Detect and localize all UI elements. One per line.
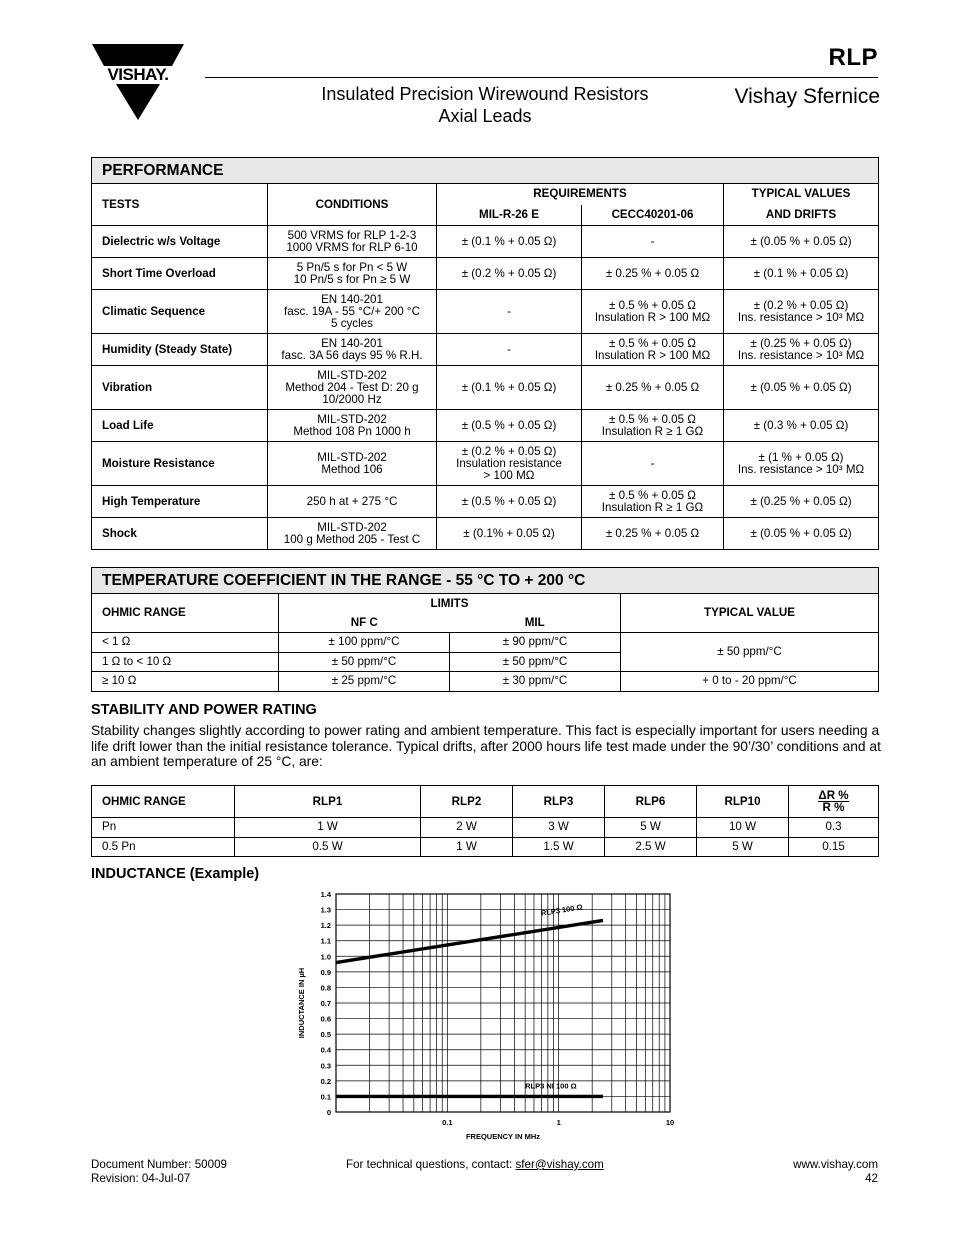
cell-line: ± (1 % + 0.05 Ω) — [758, 450, 844, 464]
cell-line: ± (0.2 % + 0.05 Ω) — [753, 298, 849, 312]
pw-cell: 0.3 — [789, 818, 879, 838]
performance-rows — [92, 226, 879, 550]
table-row — [92, 290, 879, 334]
perf-cond-cell — [268, 290, 437, 334]
perf-cond-cell — [268, 442, 437, 486]
perf-mil-cell — [437, 258, 582, 290]
y-tick-label: 0.4 — [320, 1045, 331, 1055]
cell-line: fasc. 3A 56 days 95 % R.H. — [281, 348, 423, 362]
cell-line: ± (0.5 % + 0.05 Ω) — [461, 494, 557, 508]
col-cecc: CECC40201-06 — [582, 205, 724, 226]
test-name: Short Time Overload — [92, 258, 268, 290]
cell-line: MIL-STD-202 — [317, 412, 387, 426]
website-link[interactable]: www.vishay.com — [793, 1158, 878, 1171]
col-requirements: REQUIREMENTS — [437, 184, 724, 205]
power-section — [91, 785, 878, 857]
cell-line: Insulation resistance — [456, 456, 562, 470]
col-tests: TESTS — [92, 184, 268, 226]
cell-line: ± (0.05 % + 0.05 Ω) — [750, 234, 852, 248]
cell-line: EN 140-201 — [321, 292, 383, 306]
cell-line: ± (0.1 % + 0.05 Ω) — [461, 234, 557, 248]
perf-typ-cell — [724, 442, 879, 486]
perf-mil-cell — [437, 334, 582, 366]
perf-cond-cell — [268, 226, 437, 258]
pw-col-rlp3: RLP3 — [513, 786, 605, 818]
performance-section — [91, 157, 878, 550]
col-conditions: CONDITIONS — [268, 184, 437, 226]
test-name: Shock — [92, 518, 268, 550]
pw-col-drift — [789, 786, 879, 818]
test-name: Dielectric w/s Voltage — [92, 226, 268, 258]
document-number: Document Number: 50009 — [91, 1158, 227, 1171]
y-tick-label: 1.3 — [320, 905, 331, 915]
table-row — [92, 837, 879, 857]
y-tick-label: 0.5 — [320, 1030, 331, 1040]
cell-line: Method 108 Pn 1000 h — [293, 424, 411, 438]
col-typical-1: TYPICAL VALUES — [724, 184, 879, 205]
perf-cecc-cell — [582, 410, 724, 442]
tc-col-typical: TYPICAL VALUE — [621, 594, 879, 633]
perf-typ-cell — [724, 226, 879, 258]
cell-line: ± (0.25 % + 0.05 Ω) — [750, 494, 852, 508]
perf-cond-cell — [268, 486, 437, 518]
tempco-table — [91, 567, 879, 692]
y-tick-label: 0.3 — [320, 1061, 331, 1071]
perf-cecc-cell — [582, 486, 724, 518]
table-row — [92, 226, 879, 258]
cell-line: 500 VRMS for RLP 1-2-3 — [287, 228, 417, 242]
pw-cell: 1 W — [421, 837, 513, 857]
brand-name: Vishay Sfernice — [734, 85, 880, 108]
pw-cell: 0.15 — [789, 837, 879, 857]
pw-cell: Pn — [92, 818, 235, 838]
title-line-1: Insulated Precision Wirewound Resistors — [321, 84, 649, 104]
cell-line: - — [650, 234, 655, 248]
tc-nfc: ± 25 ppm/°C — [279, 672, 450, 692]
y-tick-label: 0 — [326, 1108, 331, 1117]
pw-cell: 2.5 W — [605, 837, 697, 857]
tc-col-mil: MIL — [450, 613, 621, 633]
header-rule — [205, 77, 878, 78]
y-tick-label: 1.4 — [320, 890, 331, 899]
table-row — [92, 410, 879, 442]
y-axis-label: INDUCTANCE IN µH — [297, 967, 306, 1039]
perf-typ-cell — [724, 334, 879, 366]
tc-nfc: ± 50 ppm/°C — [279, 652, 450, 672]
pw-cell: 0.5 W — [235, 837, 421, 857]
cell-line: 5 Pn/5 s for Pn < 5 W — [296, 260, 408, 274]
page-title — [280, 83, 690, 127]
perf-cecc-cell — [582, 334, 724, 366]
cell-line: MIL-STD-202 — [317, 368, 387, 382]
cell-line: ± (0.05 % + 0.05 Ω) — [750, 526, 852, 540]
cell-line: ± (0.3 % + 0.05 Ω) — [753, 418, 849, 432]
perf-typ-cell — [724, 290, 879, 334]
cell-line: 100 g Method 205 - Test C — [283, 532, 421, 546]
tc-range: 1 Ω to < 10 Ω — [92, 652, 279, 672]
perf-mil-cell — [437, 226, 582, 258]
cell-line: - — [507, 342, 511, 356]
power-table — [91, 785, 879, 857]
stability-paragraph: Stability changes slightly according to power rating and ambient temperature. This fact is especially important for users needing a life drift lower than the initial resistance tolerance. Typical drifts, after 2000 hours life test made under the 90’/30’ conditions and at an ambient temperature of 25 °C, are: — [91, 723, 881, 770]
cell-line: ± (0.25 % + 0.05 Ω) — [750, 336, 852, 350]
cell-line: ± 0.25 % + 0.05 Ω — [605, 380, 700, 394]
pw-cell: 5 W — [605, 818, 697, 838]
footer-right — [793, 1158, 878, 1185]
col-mil: MIL-R-26 E — [437, 205, 582, 226]
x-tick-label: 1 — [556, 1118, 561, 1127]
table-row — [92, 633, 879, 653]
perf-mil-cell — [437, 366, 582, 410]
table-row — [92, 486, 879, 518]
cell-line: Insulation R ≥ 1 GΩ — [601, 424, 704, 438]
test-name: High Temperature — [92, 486, 268, 518]
page-number: 42 — [865, 1171, 878, 1185]
perf-mil-cell — [437, 290, 582, 334]
cell-line: ± 0.5 % + 0.05 Ω — [609, 298, 696, 312]
perf-cond-cell — [268, 410, 437, 442]
perf-typ-cell — [724, 518, 879, 550]
cell-line: - — [507, 304, 511, 318]
y-tick-label: 0.6 — [320, 1014, 331, 1024]
cell-line: MIL-STD-202 — [317, 520, 387, 534]
y-tick-label: 0.2 — [320, 1076, 331, 1086]
cell-line: Ins. resistance > 10³ MΩ — [737, 348, 865, 362]
contact-prefix: For technical questions, contact: — [346, 1158, 516, 1171]
perf-typ-cell — [724, 486, 879, 518]
vishay-logo — [92, 44, 184, 120]
cell-line: ± (0.1 % + 0.05 Ω) — [461, 380, 557, 394]
cell-line: ± 0.5 % + 0.05 Ω — [609, 488, 696, 502]
cell-line: Method 106 — [321, 462, 383, 476]
perf-cecc-cell — [582, 366, 724, 410]
series-label: RLP3 100 Ω — [540, 902, 584, 918]
cell-line: 10 Pn/5 s for Pn ≥ 5 W — [293, 272, 411, 286]
footer-left — [91, 1158, 227, 1185]
perf-mil-cell — [437, 410, 582, 442]
stability-heading: STABILITY AND POWER RATING — [91, 702, 317, 718]
perf-typ-cell — [724, 410, 879, 442]
pw-col-rlp1: RLP1 — [235, 786, 421, 818]
tc-mil: ± 50 ppm/°C — [450, 652, 621, 672]
revision: Revision: 04-Jul-07 — [91, 1171, 191, 1185]
cell-line: 250 h at + 275 °C — [306, 494, 398, 508]
footer-contact — [346, 1158, 604, 1171]
tc-col-ohmic: OHMIC RANGE — [92, 594, 279, 633]
test-name: Moisture Resistance — [92, 442, 268, 486]
table-row — [92, 258, 879, 290]
test-name: Humidity (Steady State) — [92, 334, 268, 366]
y-tick-label: 0.1 — [320, 1092, 331, 1102]
pw-col-rlp10: RLP10 — [697, 786, 789, 818]
title-line-2: Axial Leads — [438, 106, 532, 126]
perf-cecc-cell — [582, 518, 724, 550]
cell-line: 5 cycles — [331, 316, 373, 330]
inductance-chart — [290, 885, 690, 1145]
inductance-heading: INDUCTANCE (Example) — [91, 866, 260, 882]
cell-line: ± 0.5 % + 0.05 Ω — [609, 336, 696, 350]
logo-wordmark: VISHAY. — [107, 65, 169, 84]
performance-heading: PERFORMANCE — [92, 158, 879, 184]
pw-cell: 5 W — [697, 837, 789, 857]
perf-cond-cell — [268, 518, 437, 550]
test-name: Climatic Sequence — [92, 290, 268, 334]
contact-email-link[interactable]: sfer@vishay.com — [515, 1158, 604, 1171]
cell-line: ± 0.5 % + 0.05 Ω — [609, 412, 696, 426]
perf-cecc-cell — [582, 226, 724, 258]
tc-range: ≥ 10 Ω — [92, 672, 279, 692]
tc-mil: ± 90 ppm/°C — [450, 633, 621, 653]
perf-mil-cell — [437, 518, 582, 550]
cell-line: fasc. 19A - 55 °C/+ 200 °C — [284, 304, 420, 318]
tc-nfc: ± 100 ppm/°C — [279, 633, 450, 653]
tc-col-limits: LIMITS — [279, 594, 621, 614]
tc-range: < 1 Ω — [92, 633, 279, 653]
series-label: RLP3 NI 100 Ω — [525, 1081, 577, 1091]
pw-cell: 3 W — [513, 818, 605, 838]
cell-line: ± 0.25 % + 0.05 Ω — [605, 266, 700, 280]
table-row — [92, 818, 879, 838]
cell-line: Insulation R > 100 MΩ — [594, 310, 711, 324]
perf-cecc-cell — [582, 290, 724, 334]
y-tick-label: 1.0 — [320, 952, 331, 962]
tempco-section — [91, 567, 878, 692]
performance-table — [91, 157, 879, 550]
table-row — [92, 672, 879, 692]
cell-line: Method 204 - Test D: 20 g — [285, 380, 419, 394]
perf-cond-cell — [268, 258, 437, 290]
cell-line: Insulation R > 100 MΩ — [594, 348, 711, 362]
test-name: Vibration — [92, 366, 268, 410]
perf-typ-cell — [724, 258, 879, 290]
y-tick-label: 1.1 — [320, 936, 331, 946]
cell-line: > 100 MΩ — [483, 468, 535, 482]
perf-mil-cell — [437, 486, 582, 518]
cell-line: 1000 VRMS for RLP 6-10 — [286, 240, 418, 254]
y-tick-label: 0.8 — [320, 983, 331, 993]
cell-line: Ins. resistance > 10³ MΩ — [737, 310, 865, 324]
tempco-heading: TEMPERATURE COEFFICIENT IN THE RANGE - 55 °C TO + 200 °C — [92, 568, 879, 594]
pw-cell: 2 W — [421, 818, 513, 838]
product-code: RLP — [828, 44, 878, 71]
drift-denominator: R % — [822, 800, 845, 814]
y-tick-label: 0.9 — [320, 967, 331, 977]
tc-typical: + 0 to - 20 ppm/°C — [621, 672, 879, 692]
pw-cell: 1 W — [235, 818, 421, 838]
x-tick-label: 0.1 — [442, 1118, 453, 1127]
test-name: Load Life — [92, 410, 268, 442]
tc-typical: ± 50 ppm/°C — [621, 633, 879, 672]
x-axis-label: FREQUENCY IN MHz — [465, 1132, 541, 1141]
perf-cond-cell — [268, 366, 437, 410]
pw-col-ohmic: OHMIC RANGE — [92, 786, 235, 818]
pw-cell: 10 W — [697, 818, 789, 838]
perf-cecc-cell — [582, 442, 724, 486]
table-row — [92, 366, 879, 410]
y-tick-label: 1.2 — [320, 921, 331, 931]
pw-col-rlp2: RLP2 — [421, 786, 513, 818]
table-row — [92, 518, 879, 550]
perf-mil-cell — [437, 442, 582, 486]
cell-line: 10/2000 Hz — [322, 392, 382, 406]
cell-line: MIL-STD-202 — [317, 450, 387, 464]
cell-line: ± (0.2 % + 0.05 Ω) — [461, 444, 557, 458]
tc-mil: ± 30 ppm/°C — [450, 672, 621, 692]
pw-col-rlp6: RLP6 — [605, 786, 697, 818]
perf-cecc-cell — [582, 258, 724, 290]
pw-cell: 0.5 Pn — [92, 837, 235, 857]
cell-line: ± (0.5 % + 0.05 Ω) — [461, 418, 557, 432]
y-tick-label: 0.7 — [320, 999, 331, 1008]
table-row — [92, 442, 879, 486]
x-tick-label: 10 — [665, 1118, 675, 1127]
perf-cond-cell — [268, 334, 437, 366]
col-typical-2: AND DRIFTS — [724, 205, 879, 226]
pw-cell: 1.5 W — [513, 837, 605, 857]
cell-line: Insulation R ≥ 1 GΩ — [601, 500, 704, 514]
cell-line: ± 0.25 % + 0.05 Ω — [605, 526, 700, 540]
cell-line: ± (0.05 % + 0.05 Ω) — [750, 380, 852, 394]
cell-line: ± (0.1% + 0.05 Ω) — [463, 526, 555, 540]
tc-col-nfc: NF C — [279, 613, 450, 633]
table-row — [92, 334, 879, 366]
cell-line: - — [650, 456, 655, 470]
cell-line: Ins. resistance > 10³ MΩ — [737, 462, 865, 476]
cell-line: ± (0.2 % + 0.05 Ω) — [461, 266, 557, 280]
perf-typ-cell — [724, 366, 879, 410]
cell-line: EN 140-201 — [321, 336, 383, 350]
drift-numerator: ΔR % — [818, 788, 849, 802]
cell-line: ± (0.1 % + 0.05 Ω) — [753, 266, 849, 280]
